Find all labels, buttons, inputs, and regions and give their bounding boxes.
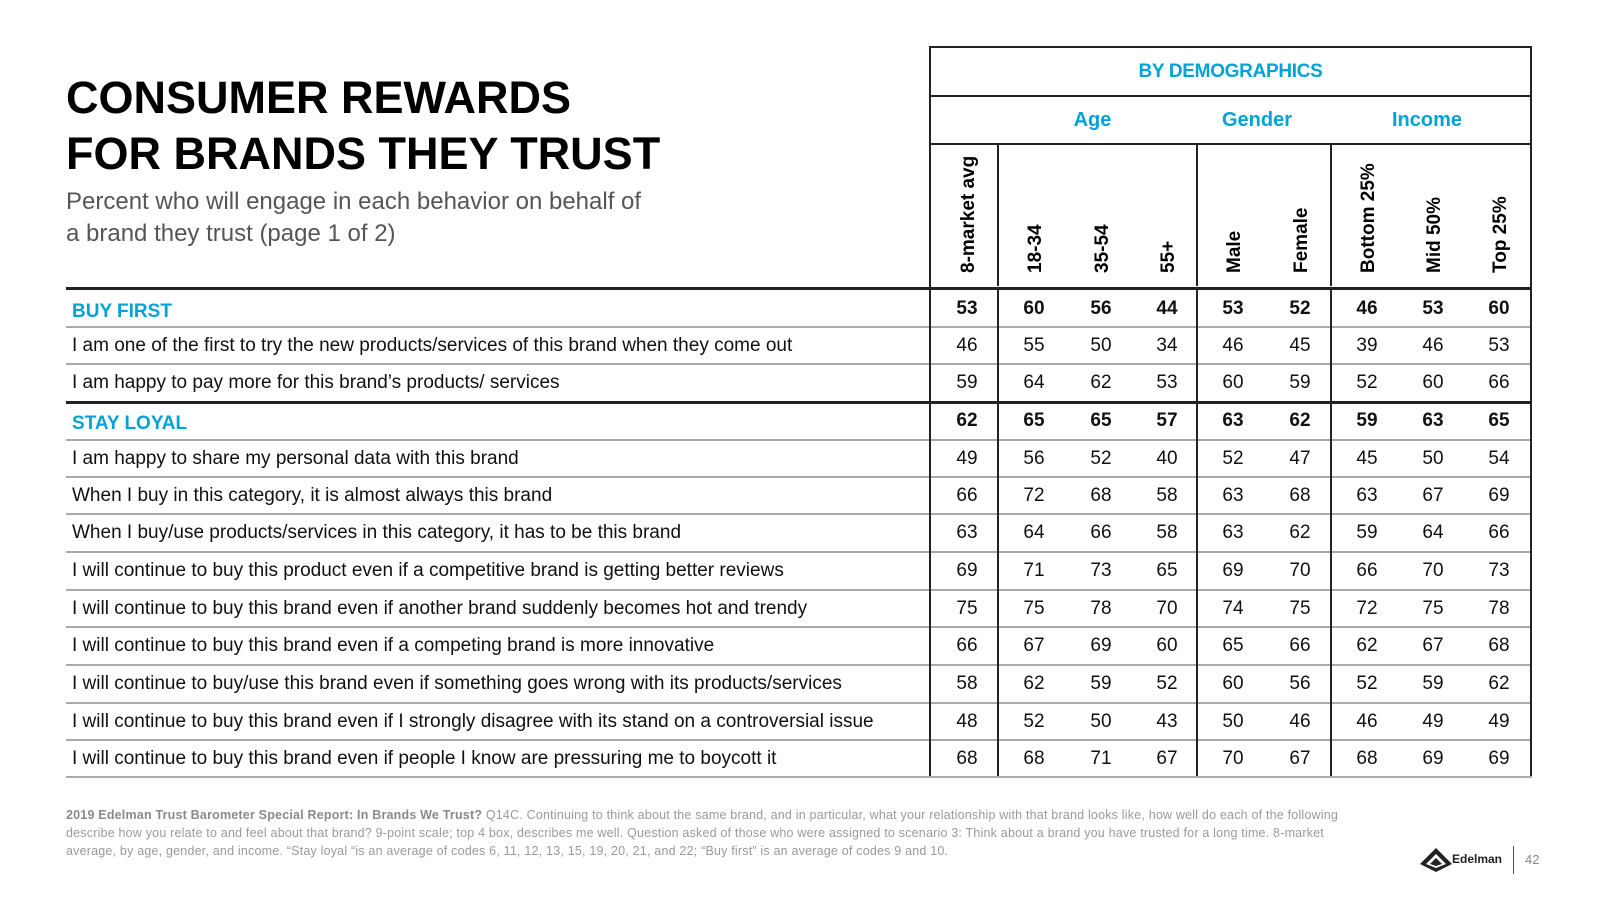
- page-title: [66, 70, 866, 182]
- group-age: Age: [1073, 108, 1112, 131]
- table-cell: 60: [1156, 635, 1178, 656]
- table-cell: 56: [1289, 673, 1311, 694]
- table-row: [66, 703, 1532, 740]
- table-cell: 65: [1023, 410, 1045, 431]
- table-cell: 71: [1023, 560, 1045, 581]
- table-cell: 62: [956, 410, 978, 431]
- row-label: I will continue to buy/use this brand even if something goes wrong with its products/services: [72, 673, 842, 694]
- subtitle-line-1: Percent who will engage in each behavior on behalf of: [66, 188, 642, 215]
- table-cell: 52: [1222, 447, 1244, 469]
- column-header-1: 18-34: [1025, 224, 1046, 273]
- table-cell: 52: [1090, 447, 1112, 469]
- row-label: I will continue to buy this brand even if another brand suddenly becomes hot and trendy: [72, 597, 808, 619]
- table-cell: 46: [1356, 710, 1378, 732]
- footnote: [66, 806, 1366, 860]
- table-cell: 52: [1156, 673, 1178, 694]
- table-cell: 68: [1289, 484, 1311, 506]
- table-cell: 48: [956, 710, 978, 732]
- column-header-4: Male: [1224, 230, 1245, 273]
- table-cell: 60: [1422, 372, 1444, 393]
- table-cell: 52: [1023, 710, 1045, 732]
- header-divider-0: [997, 145, 999, 286]
- table-cell: 46: [1289, 710, 1311, 732]
- table-cell: 69: [1090, 635, 1112, 656]
- category-label: STAY LOYAL: [72, 413, 188, 434]
- header-divider-2: [1330, 145, 1332, 286]
- table-cell: 53: [1222, 298, 1244, 319]
- table-cell: 66: [956, 484, 978, 506]
- table-cell: 58: [1156, 522, 1178, 543]
- table-cell: 46: [1422, 334, 1444, 356]
- table-cell: 50: [1090, 710, 1112, 732]
- table-cell: 67: [1289, 747, 1311, 769]
- table-cell: 49: [1422, 710, 1444, 732]
- logo-text: Edelman: [1452, 852, 1503, 866]
- table-cell: 53: [1422, 298, 1444, 319]
- table-row: [66, 364, 1532, 402]
- column-header-3: 55+: [1158, 240, 1179, 273]
- table-cell: 52: [1356, 673, 1378, 694]
- table-cell: 52: [1289, 298, 1311, 319]
- table-cell: 53: [1488, 334, 1510, 356]
- row-label: I will continue to buy this brand even if a competing brand is more innovative: [72, 635, 715, 656]
- table-cell: 66: [1356, 560, 1378, 581]
- footnote-text: Q14C. Continuing to think about the same brand, and in particular, what your relationship with that brand looks like, how well do each of the following describe how you relate to and feel about that brand? 9-point scale; top 4 box, describes me well. Question asked of those who were assigned to scenario 3: Think about a brand you have trusted for a long time. 8-market average, by age, gender, and income. “Stay loyal “is an average of codes 6, 11, 12, 13, 15, 19, 20, 21, and 22; “Buy first” is an average of codes 9 and 10.: [66, 808, 1339, 858]
- table-cell: 63: [1222, 410, 1244, 431]
- table-cell: 64: [1422, 522, 1444, 543]
- table-cell: 75: [1023, 597, 1045, 619]
- table-cell: 78: [1488, 597, 1510, 619]
- table-cell: 75: [1289, 597, 1311, 619]
- page-divider: [1513, 846, 1514, 874]
- table-cell: 72: [1023, 484, 1045, 506]
- table-cell: 63: [1356, 484, 1378, 506]
- table-cell: 66: [956, 635, 978, 656]
- table-row: [66, 327, 1532, 364]
- table-cell: 78: [1090, 597, 1112, 619]
- table-divider-4: [1530, 288, 1532, 776]
- table-cell: 49: [1488, 710, 1510, 732]
- table-cell: 60: [1222, 673, 1244, 694]
- table-cell: 55: [1023, 334, 1045, 356]
- table-cell: 67: [1156, 747, 1178, 769]
- edelman-logo-icon: [1416, 842, 1456, 874]
- table-cell: 62: [1356, 635, 1378, 656]
- table-cell: 59: [1090, 673, 1112, 694]
- table-cell: 53: [1156, 372, 1178, 393]
- table-cell: 75: [956, 597, 978, 619]
- column-header-5: Female: [1291, 207, 1312, 273]
- table-row: [66, 440, 1532, 477]
- table-cell: 59: [1356, 410, 1378, 431]
- table-cell: 58: [1156, 484, 1178, 506]
- table-cell: 67: [1422, 635, 1444, 656]
- table-row: [66, 552, 1532, 590]
- row-label: I will continue to buy this brand even if people I know are pressuring me to boycott it: [72, 747, 777, 769]
- row-label: I am one of the first to try the new products/services of this brand when they come out: [72, 334, 793, 356]
- title-line-2: FOR BRANDS THEY TRUST: [66, 128, 661, 179]
- table-row: [66, 514, 1532, 552]
- table-cell: 70: [1422, 560, 1444, 581]
- table-cell: 70: [1289, 560, 1311, 581]
- header-divider-1: [1196, 145, 1198, 286]
- table-divider-2: [1196, 288, 1198, 776]
- header-bottom-rule: [66, 287, 1532, 290]
- table-cell: 50: [1090, 334, 1112, 356]
- table-cell: 73: [1090, 560, 1112, 581]
- table-cell: 50: [1222, 710, 1244, 732]
- row-label: I am happy to pay more for this brand’s products/ services: [72, 372, 560, 393]
- subtitle-line-2: a brand they trust (page 1 of 2): [66, 220, 396, 247]
- table-cell: 59: [956, 372, 978, 393]
- table-cell: 73: [1488, 560, 1510, 581]
- table-cell: 67: [1023, 635, 1045, 656]
- footnote-source: 2019 Edelman Trust Barometer Special Report: In Brands We Trust?: [66, 808, 483, 822]
- column-header-7: Mid 50%: [1424, 196, 1445, 273]
- table-cell: 34: [1156, 334, 1178, 356]
- table-cell: 60: [1023, 298, 1045, 319]
- table-cell: 68: [1488, 635, 1510, 656]
- table-cell: 46: [1356, 298, 1378, 319]
- table-row: [66, 627, 1532, 665]
- table-cell: 52: [1356, 372, 1378, 393]
- row-label: I am happy to share my personal data with this brand: [72, 447, 519, 469]
- table-cell: 56: [1090, 298, 1112, 319]
- table-cell: 68: [1090, 484, 1112, 506]
- category-label: BUY FIRST: [72, 301, 172, 322]
- table-cell: 65: [1156, 560, 1178, 581]
- table-cell: 49: [956, 447, 978, 469]
- table-cell: 63: [1222, 484, 1244, 506]
- title-line-1: CONSUMER REWARDS: [66, 72, 572, 123]
- column-header-0: 8-market avg: [958, 155, 979, 273]
- table-cell: 50: [1422, 447, 1444, 469]
- table-cell: 69: [956, 560, 978, 581]
- table-cell: 59: [1289, 372, 1311, 393]
- table-cell: 70: [1222, 747, 1244, 769]
- table-cell: 62: [1090, 372, 1112, 393]
- row-label: When I buy/use products/services in this category, it has to be this brand: [72, 522, 682, 543]
- demographics-title: BY DEMOGRAPHICS: [931, 48, 1530, 97]
- table-row: [66, 590, 1532, 627]
- table-cell: 45: [1289, 334, 1311, 356]
- table-cell: 57: [1156, 410, 1178, 431]
- table-cell: 72: [1356, 597, 1378, 619]
- row-label: When I buy in this category, it is almost always this brand: [72, 484, 553, 506]
- table-cell: 65: [1222, 635, 1244, 656]
- table-cell: 63: [1422, 410, 1444, 431]
- table-row: [66, 477, 1532, 514]
- table-cell: 46: [1222, 334, 1244, 356]
- table-cell: 66: [1488, 522, 1510, 543]
- table-cell: 65: [1488, 410, 1510, 431]
- table-cell: 74: [1222, 597, 1244, 619]
- table-cell: 69: [1422, 747, 1444, 769]
- table-cell: 56: [1023, 447, 1045, 469]
- column-header-2: 35-54: [1092, 224, 1113, 273]
- table-divider-1: [997, 288, 999, 776]
- table-cell: 63: [956, 522, 978, 543]
- table-cell: 45: [1356, 447, 1378, 469]
- table-cell: 69: [1488, 747, 1510, 769]
- table-cell: 62: [1488, 673, 1510, 694]
- table-cell: 53: [956, 298, 978, 319]
- table-cell: 64: [1023, 522, 1045, 543]
- table-cell: 64: [1023, 372, 1045, 393]
- table-cell: 70: [1156, 597, 1178, 619]
- table-cell: 59: [1356, 522, 1378, 543]
- table-cell: 68: [1356, 747, 1378, 769]
- table-cell: 68: [956, 747, 978, 769]
- column-headers: [931, 145, 1530, 286]
- table-row: [66, 665, 1532, 703]
- table-cell: 40: [1156, 447, 1178, 469]
- page-number: 42: [1525, 852, 1540, 867]
- table-cell: 62: [1289, 410, 1311, 431]
- table-cell: 60: [1222, 372, 1244, 393]
- category-row: [66, 291, 1532, 327]
- table-cell: 39: [1356, 334, 1378, 356]
- category-row: [66, 402, 1532, 440]
- row-divider: [66, 776, 1532, 778]
- table-cell: 59: [1422, 673, 1444, 694]
- table-cell: 46: [956, 334, 978, 356]
- table-cell: 60: [1488, 298, 1510, 319]
- table-cell: 66: [1289, 635, 1311, 656]
- group-income: Income: [1391, 108, 1463, 131]
- table-cell: 66: [1090, 522, 1112, 543]
- column-header-8: Top 25%: [1490, 196, 1511, 273]
- table-cell: 58: [956, 673, 978, 694]
- table-cell: 47: [1289, 447, 1311, 469]
- demographics-header: [929, 46, 1532, 288]
- group-row: [931, 97, 1530, 145]
- page-subtitle: [66, 186, 746, 250]
- table-cell: 69: [1488, 484, 1510, 506]
- table-cell: 66: [1488, 372, 1510, 393]
- row-label: I will continue to buy this product even if a competitive brand is getting better reviews: [72, 560, 784, 581]
- table-cell: 69: [1222, 560, 1244, 581]
- table-cell: 75: [1422, 597, 1444, 619]
- table-cell: 65: [1090, 410, 1112, 431]
- table-cell: 54: [1488, 447, 1510, 469]
- column-header-6: Bottom 25%: [1358, 163, 1379, 273]
- table-cell: 62: [1023, 673, 1045, 694]
- table-cell: 71: [1090, 747, 1112, 769]
- table-cell: 62: [1289, 522, 1311, 543]
- table-cell: 44: [1156, 298, 1178, 319]
- table-divider-0: [929, 288, 931, 776]
- row-label: I will continue to buy this brand even if I strongly disagree with its stand on a controversial issue: [72, 710, 874, 732]
- table-cell: 67: [1422, 484, 1444, 506]
- group-gender: Gender: [1221, 108, 1293, 131]
- table-divider-3: [1330, 288, 1332, 776]
- table-cell: 68: [1023, 747, 1045, 769]
- table-cell: 43: [1156, 710, 1178, 732]
- table-row: [66, 740, 1532, 777]
- table-cell: 63: [1222, 522, 1244, 543]
